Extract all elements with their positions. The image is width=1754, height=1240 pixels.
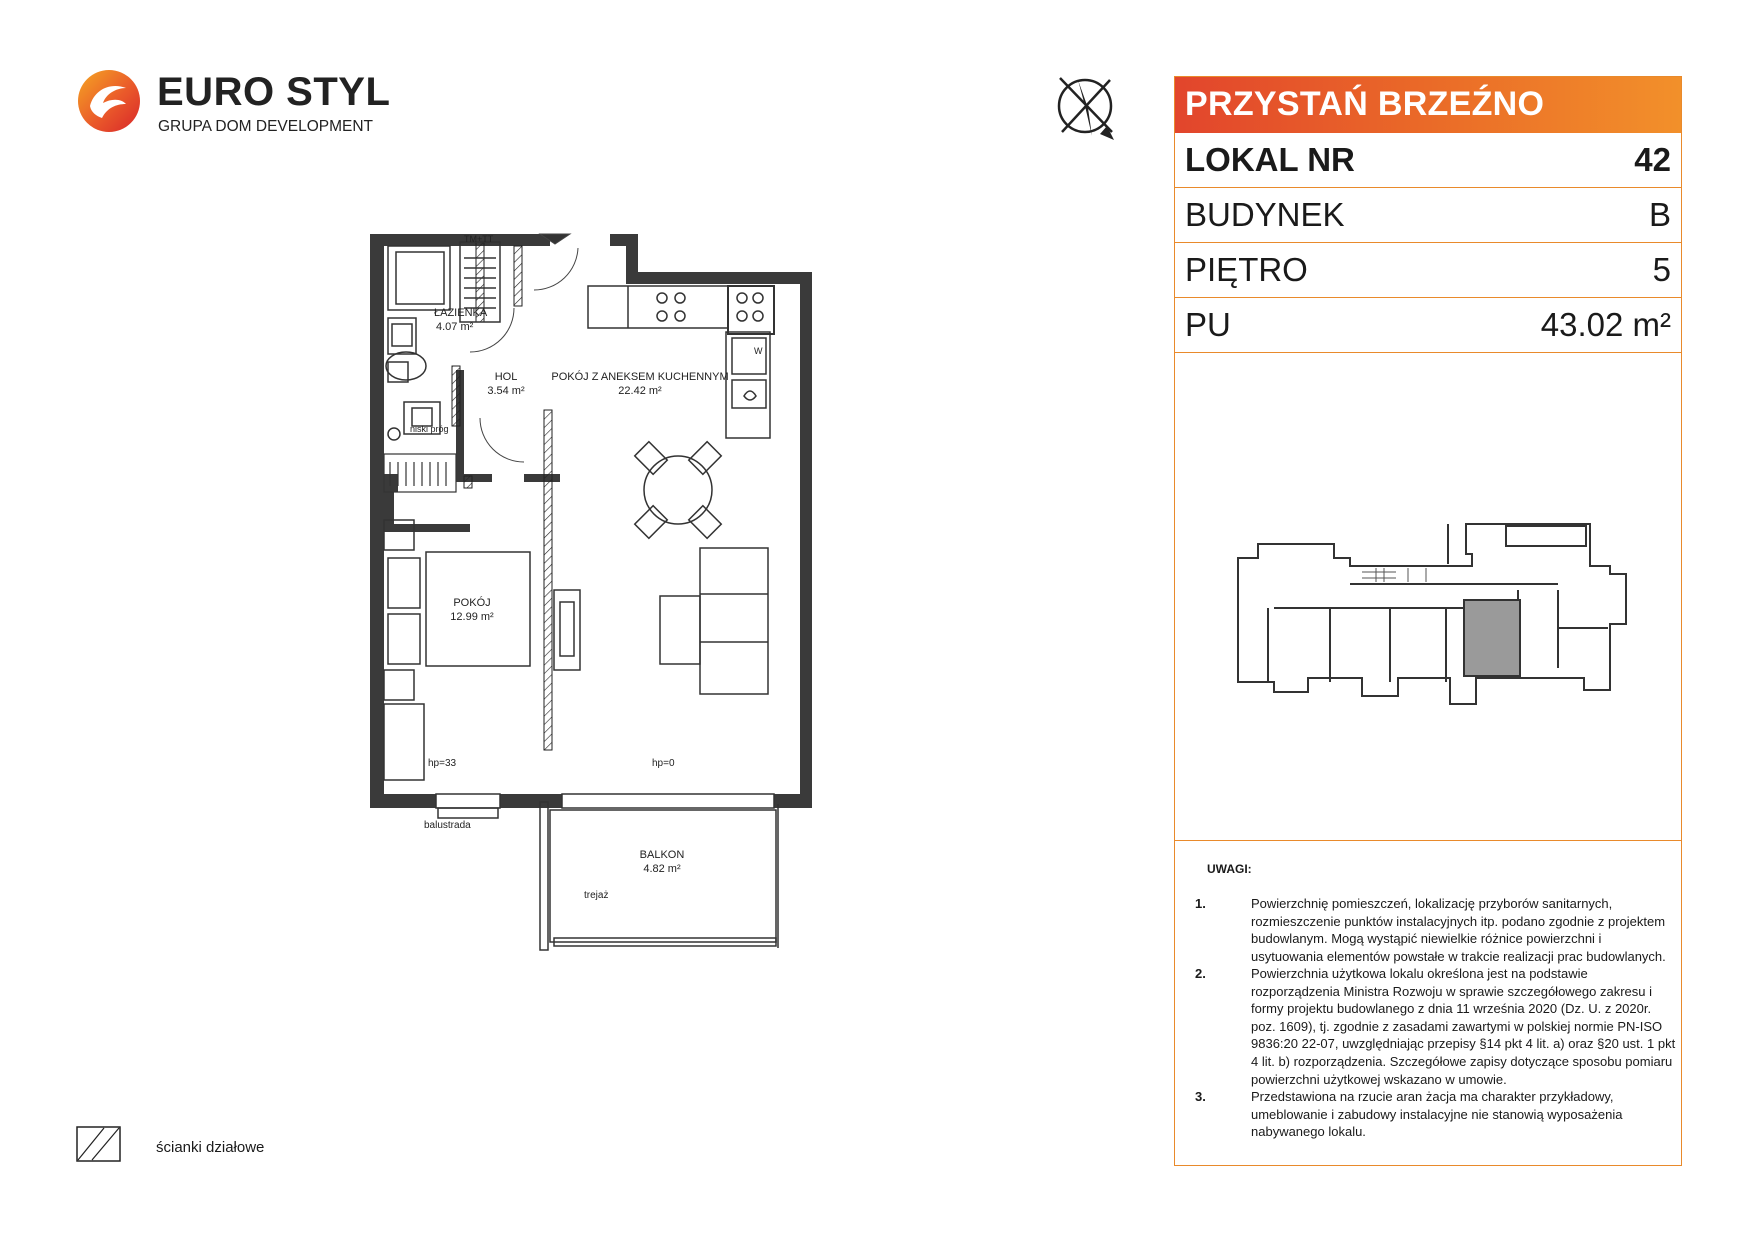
legend-label: ścianki działowe [156, 1139, 265, 1156]
washer-label: W [754, 346, 763, 356]
room-label-living: POKÓJ Z ANEKSEM KUCHENNYM [551, 371, 729, 383]
bedroom-furniture [384, 520, 530, 780]
project-title-bar [1175, 77, 1681, 133]
euro-styl-logo-icon [76, 68, 142, 134]
building-key-plan [1226, 516, 1652, 722]
row-label: BUDYNEK [1185, 196, 1345, 233]
selected-unit-highlight [1464, 600, 1520, 676]
room-area-bathroom: 4.07 m² [436, 321, 474, 333]
brand-subtitle: GRUPA DOM DEVELOPMENT [158, 118, 374, 135]
note-text: Przedstawiona na rzucie aran żacja ma charakter przykładowy, umeblowanie i zabudowy instalacyjne nie stanowią wyposażenia nabywanego lokalu. [1251, 1089, 1623, 1140]
note-text: Powierzchnię pomieszczeń, lokalizację przyborów sanitarnych, rozmieszczenie punktów instalacyjnych itp. podano zgodnie z projektem budowlanym. Mogą wystąpić niewielkie różnice powierzchni i usytuowania elementów powstałe w trakcie realizacji prac budowlanych. [1251, 896, 1666, 964]
project-title: PRZYSTAŃ BRZEŹNO [1185, 85, 1545, 123]
room-area-living: 22.42 m² [618, 385, 662, 397]
railing-label: balustrada [424, 820, 471, 831]
room-label-hall: HOL [494, 371, 518, 383]
note-number: 1. [1195, 896, 1206, 911]
notes-title: UWAGI: [1207, 862, 1252, 876]
room-area-balcony: 4.82 m² [643, 863, 681, 875]
note-text: Powierzchnia użytkowa lokalu określona jest na podstawie rozporządzenia Ministra Rozwoju w sprawie szczegółowego zakresu i formy projektu budowlanego z dnia 11 września 2020 (Dz. U. z 2020r. poz. 1609), tj. zgodnie z zasadami zawartymi w polskiej normie PN-ISO 9836:20 22-07, uwzględniając przepisy §14 pkt 4 lit. a) oraz §20 ust. 1 pkt 4 lit. b) rozporządzenia. Szczegółowe zapisy dotyczące sposobu pomiaru powierzchni użytkowej wskazano w umowie. [1251, 966, 1676, 1087]
brand-logo [76, 68, 391, 148]
tm-label: TM+TT [464, 234, 494, 244]
sill-height-2: hp=0 [652, 758, 675, 769]
room-area-hall: 3.54 m² [487, 385, 525, 397]
floor-plan [370, 228, 910, 1054]
brand-name: EURO STYL [157, 70, 391, 114]
notes-divider [1175, 840, 1681, 841]
row-label: PU [1185, 306, 1231, 343]
room-label-bedroom: POKÓJ [453, 597, 491, 609]
room-label-balcony: BALKON [639, 849, 685, 861]
kitchen-units [588, 286, 774, 438]
row-value: 43.02 m² [1540, 306, 1671, 343]
row-usable-area [1175, 298, 1681, 353]
sill-height-1: hp=33 [428, 758, 457, 769]
row-label: LOKAL NR [1185, 141, 1355, 178]
room-area-bedroom: 12.99 m² [450, 611, 494, 623]
row-value: 5 [1652, 251, 1671, 288]
windows [436, 794, 774, 818]
row-unit-number [1175, 133, 1681, 188]
low-threshold-label: niski próg [410, 424, 449, 434]
row-value: 42 [1634, 141, 1671, 178]
row-floor [1175, 243, 1681, 298]
row-building [1175, 188, 1681, 243]
note-number: 3. [1195, 1089, 1206, 1104]
north-arrow-icon [1052, 70, 1118, 142]
partition-wall-legend-icon [76, 1126, 121, 1162]
room-label-bathroom: ŁAZIENKA [434, 307, 488, 319]
balcony [540, 802, 778, 950]
trellis-label: trejaż [584, 890, 609, 901]
note-number: 2. [1195, 966, 1206, 981]
row-label: PIĘTRO [1185, 251, 1308, 288]
row-value: B [1648, 196, 1671, 233]
living-furniture [554, 442, 768, 694]
